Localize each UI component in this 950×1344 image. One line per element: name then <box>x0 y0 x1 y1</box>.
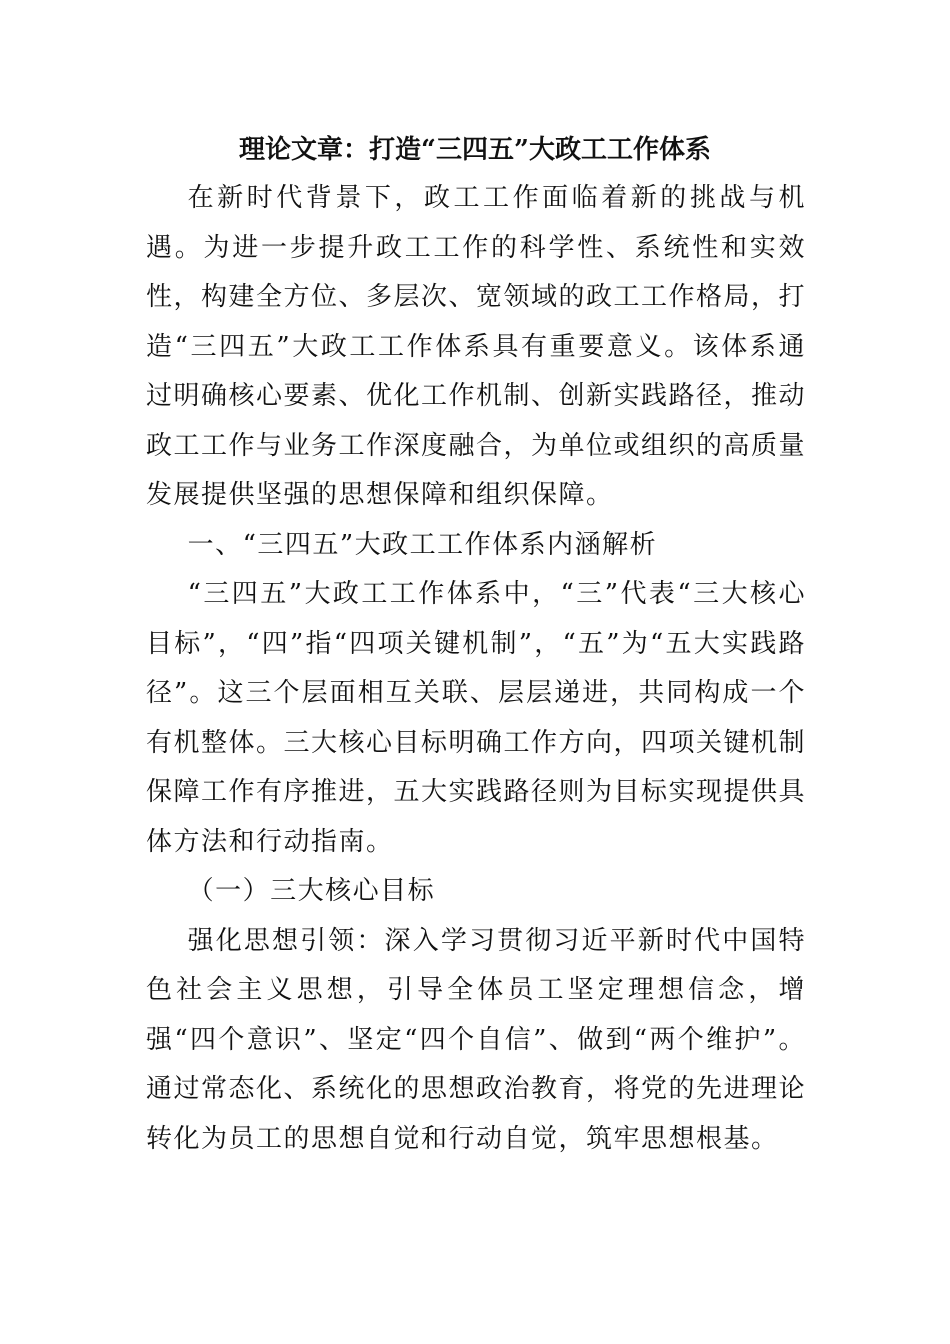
subsection-1-paragraph: 强化思想引领：深入学习贯彻习近平新时代中国特色社会主义思想，引导全体员工坚定理想信念，增强“四个意识”、坚定“四个自信”、做到“两个维护”。通过常态化、系统化的思想政治教育，将党的先进理论转化为员工的思想自觉和行动自觉，筑牢思想根基。 <box>146 925 807 1154</box>
document-title: 理论文章：打造“三四五”大政工工作体系 <box>239 135 711 165</box>
intro-paragraph: 在新时代背景下，政工工作面临着新的挑战与机遇。为进一步提升政工工作的科学性、系统性和实效性，构建全方位、多层次、宽领域的政工工作格局，打造“三四五”大政工工作体系具有重要意义。该体系通过明确核心要素、优化工作机制、创新实践路径，推动政工工作与业务工作深度融合，为单位或组织的高质量发展提供坚强的思想保障和组织保障。 <box>146 183 807 510</box>
subsection-heading-1: （一）三大核心目标 <box>187 876 436 906</box>
document-body <box>146 174 806 1164</box>
section-1-paragraph: “三四五”大政工工作体系中，“三”代表“三大核心目标”，“四”指“四项关键机制”，“五”为“五大实践路径”。这三个层面相互关联、层层递进，共同构成一个有机整体。三大核心目标明确工作方向，四项关键机制保障工作有序推进，五大实践路径则为目标实现提供具体方法和行动指南。 <box>146 579 807 857</box>
section-heading-1: 一、“三四五”大政工工作体系内涵解析 <box>187 529 658 560</box>
